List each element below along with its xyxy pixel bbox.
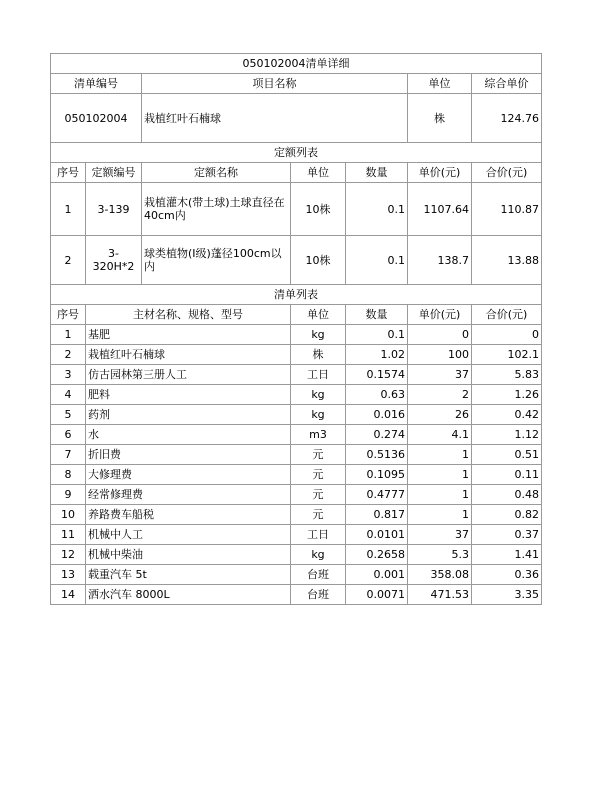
material-unit-price: 1 <box>408 465 472 485</box>
material-total: 0.48 <box>472 485 542 505</box>
material-seq: 9 <box>51 485 86 505</box>
material-unit: kg <box>291 385 346 405</box>
material-row <box>51 405 542 425</box>
quota-row <box>51 183 542 236</box>
material-name: 载重汽车 5t <box>86 565 291 585</box>
table-title: 050102004清单详细 <box>51 54 542 74</box>
material-seq: 10 <box>51 505 86 525</box>
material-unit: 工日 <box>291 525 346 545</box>
material-total: 0.42 <box>472 405 542 425</box>
quota-name: 栽植灌木(带土球)土球直径在40cm内 <box>142 183 291 236</box>
quota-code: 3-139 <box>86 183 142 236</box>
bill-detail-table <box>50 53 542 605</box>
material-row <box>51 545 542 565</box>
material-qty: 0.0101 <box>346 525 408 545</box>
material-total: 0.37 <box>472 525 542 545</box>
material-row <box>51 345 542 365</box>
material-name: 养路费车船税 <box>86 505 291 525</box>
material-unit: kg <box>291 325 346 345</box>
material-row <box>51 325 542 345</box>
quota-unit-price-header: 单价(元) <box>408 163 472 183</box>
material-seq: 13 <box>51 565 86 585</box>
material-qty: 0.1095 <box>346 465 408 485</box>
quota-unit: 10株 <box>291 183 346 236</box>
material-seq: 12 <box>51 545 86 565</box>
material-seq: 8 <box>51 465 86 485</box>
material-qty: 0.2658 <box>346 545 408 565</box>
material-name: 基肥 <box>86 325 291 345</box>
quota-row <box>51 236 542 285</box>
item-header-row <box>51 74 542 94</box>
material-qty: 1.02 <box>346 345 408 365</box>
material-unit-header: 单位 <box>291 305 346 325</box>
material-name: 仿古园林第三册人工 <box>86 365 291 385</box>
material-seq: 5 <box>51 405 86 425</box>
quota-total: 13.88 <box>472 236 542 285</box>
title-row <box>51 54 542 74</box>
material-total: 3.35 <box>472 585 542 605</box>
item-unit: 株 <box>408 94 472 143</box>
item-row <box>51 94 542 143</box>
quota-section-row <box>51 143 542 163</box>
material-name: 折旧费 <box>86 445 291 465</box>
material-unit: kg <box>291 545 346 565</box>
material-unit: 元 <box>291 485 346 505</box>
material-name: 机械中人工 <box>86 525 291 545</box>
material-total: 1.41 <box>472 545 542 565</box>
material-unit-price: 358.08 <box>408 565 472 585</box>
material-unit: 工日 <box>291 365 346 385</box>
material-total: 0.51 <box>472 445 542 465</box>
material-name: 洒水汽车 8000L <box>86 585 291 605</box>
material-section-title: 清单列表 <box>51 285 542 305</box>
quota-seq: 1 <box>51 183 86 236</box>
quota-qty: 0.1 <box>346 183 408 236</box>
material-unit-price: 4.1 <box>408 425 472 445</box>
material-seq: 2 <box>51 345 86 365</box>
material-unit: 台班 <box>291 565 346 585</box>
material-unit: 株 <box>291 345 346 365</box>
quota-total: 110.87 <box>472 183 542 236</box>
material-row <box>51 585 542 605</box>
item-code: 050102004 <box>51 94 142 143</box>
code-header: 清单编号 <box>51 74 142 94</box>
material-unit: 台班 <box>291 585 346 605</box>
material-name: 机械中柴油 <box>86 545 291 565</box>
material-name: 大修理费 <box>86 465 291 485</box>
material-unit-price: 100 <box>408 345 472 365</box>
item-price: 124.76 <box>472 94 542 143</box>
material-seq: 11 <box>51 525 86 545</box>
material-name: 水 <box>86 425 291 445</box>
quota-unit-price: 1107.64 <box>408 183 472 236</box>
quota-seq: 2 <box>51 236 86 285</box>
material-row <box>51 465 542 485</box>
material-seq: 4 <box>51 385 86 405</box>
material-unit-price: 0 <box>408 325 472 345</box>
material-seq: 7 <box>51 445 86 465</box>
material-unit-price: 1 <box>408 445 472 465</box>
quota-seq-header: 序号 <box>51 163 86 183</box>
quota-header-row <box>51 163 542 183</box>
material-unit-price: 1 <box>408 505 472 525</box>
material-name: 栽植红叶石楠球 <box>86 345 291 365</box>
material-unit: 元 <box>291 465 346 485</box>
material-unit-price: 2 <box>408 385 472 405</box>
material-qty: 0.817 <box>346 505 408 525</box>
material-row <box>51 365 542 385</box>
material-total: 0.11 <box>472 465 542 485</box>
material-total: 0.36 <box>472 565 542 585</box>
material-unit-price: 5.3 <box>408 545 472 565</box>
material-unit-price: 471.53 <box>408 585 472 605</box>
material-total: 102.1 <box>472 345 542 365</box>
material-seq: 1 <box>51 325 86 345</box>
quota-section-title: 定额列表 <box>51 143 542 163</box>
material-row <box>51 445 542 465</box>
material-seq: 3 <box>51 365 86 385</box>
quota-unit-header: 单位 <box>291 163 346 183</box>
material-unit: 元 <box>291 445 346 465</box>
material-row <box>51 385 542 405</box>
material-name-header: 主材名称、规格、型号 <box>86 305 291 325</box>
unit-header: 单位 <box>408 74 472 94</box>
material-section-row <box>51 285 542 305</box>
material-unit-price: 1 <box>408 485 472 505</box>
material-total: 5.83 <box>472 365 542 385</box>
material-row <box>51 565 542 585</box>
material-qty: 0.1574 <box>346 365 408 385</box>
material-total-header: 合价(元) <box>472 305 542 325</box>
material-total: 1.12 <box>472 425 542 445</box>
material-qty: 0.5136 <box>346 445 408 465</box>
material-unit-price: 37 <box>408 365 472 385</box>
material-unit: kg <box>291 405 346 425</box>
material-unit-price: 26 <box>408 405 472 425</box>
quota-qty: 0.1 <box>346 236 408 285</box>
material-name: 药剂 <box>86 405 291 425</box>
material-row <box>51 425 542 445</box>
material-row <box>51 525 542 545</box>
material-header-row <box>51 305 542 325</box>
material-qty-header: 数量 <box>346 305 408 325</box>
quota-unit-price: 138.7 <box>408 236 472 285</box>
quota-name: 球类植物(I级)蓬径100cm以内 <box>142 236 291 285</box>
material-qty: 0.4777 <box>346 485 408 505</box>
material-seq: 14 <box>51 585 86 605</box>
quota-code-header: 定额编号 <box>86 163 142 183</box>
material-total: 1.26 <box>472 385 542 405</box>
material-qty: 0.1 <box>346 325 408 345</box>
quota-code: 3-320H*2 <box>86 236 142 285</box>
quota-name-header: 定额名称 <box>142 163 291 183</box>
material-qty: 0.0071 <box>346 585 408 605</box>
material-total: 0 <box>472 325 542 345</box>
material-qty: 0.63 <box>346 385 408 405</box>
material-seq-header: 序号 <box>51 305 86 325</box>
material-row <box>51 485 542 505</box>
quota-unit: 10株 <box>291 236 346 285</box>
material-total: 0.82 <box>472 505 542 525</box>
quota-qty-header: 数量 <box>346 163 408 183</box>
item-name: 栽植红叶石楠球 <box>142 94 408 143</box>
material-unit-price: 37 <box>408 525 472 545</box>
material-qty: 0.016 <box>346 405 408 425</box>
material-name: 肥料 <box>86 385 291 405</box>
material-qty: 0.274 <box>346 425 408 445</box>
material-unit-price-header: 单价(元) <box>408 305 472 325</box>
price-header: 综合单价 <box>472 74 542 94</box>
material-unit: m3 <box>291 425 346 445</box>
material-name: 经常修理费 <box>86 485 291 505</box>
name-header: 项目名称 <box>142 74 408 94</box>
material-unit: 元 <box>291 505 346 525</box>
material-row <box>51 505 542 525</box>
quota-total-header: 合价(元) <box>472 163 542 183</box>
material-seq: 6 <box>51 425 86 445</box>
material-qty: 0.001 <box>346 565 408 585</box>
